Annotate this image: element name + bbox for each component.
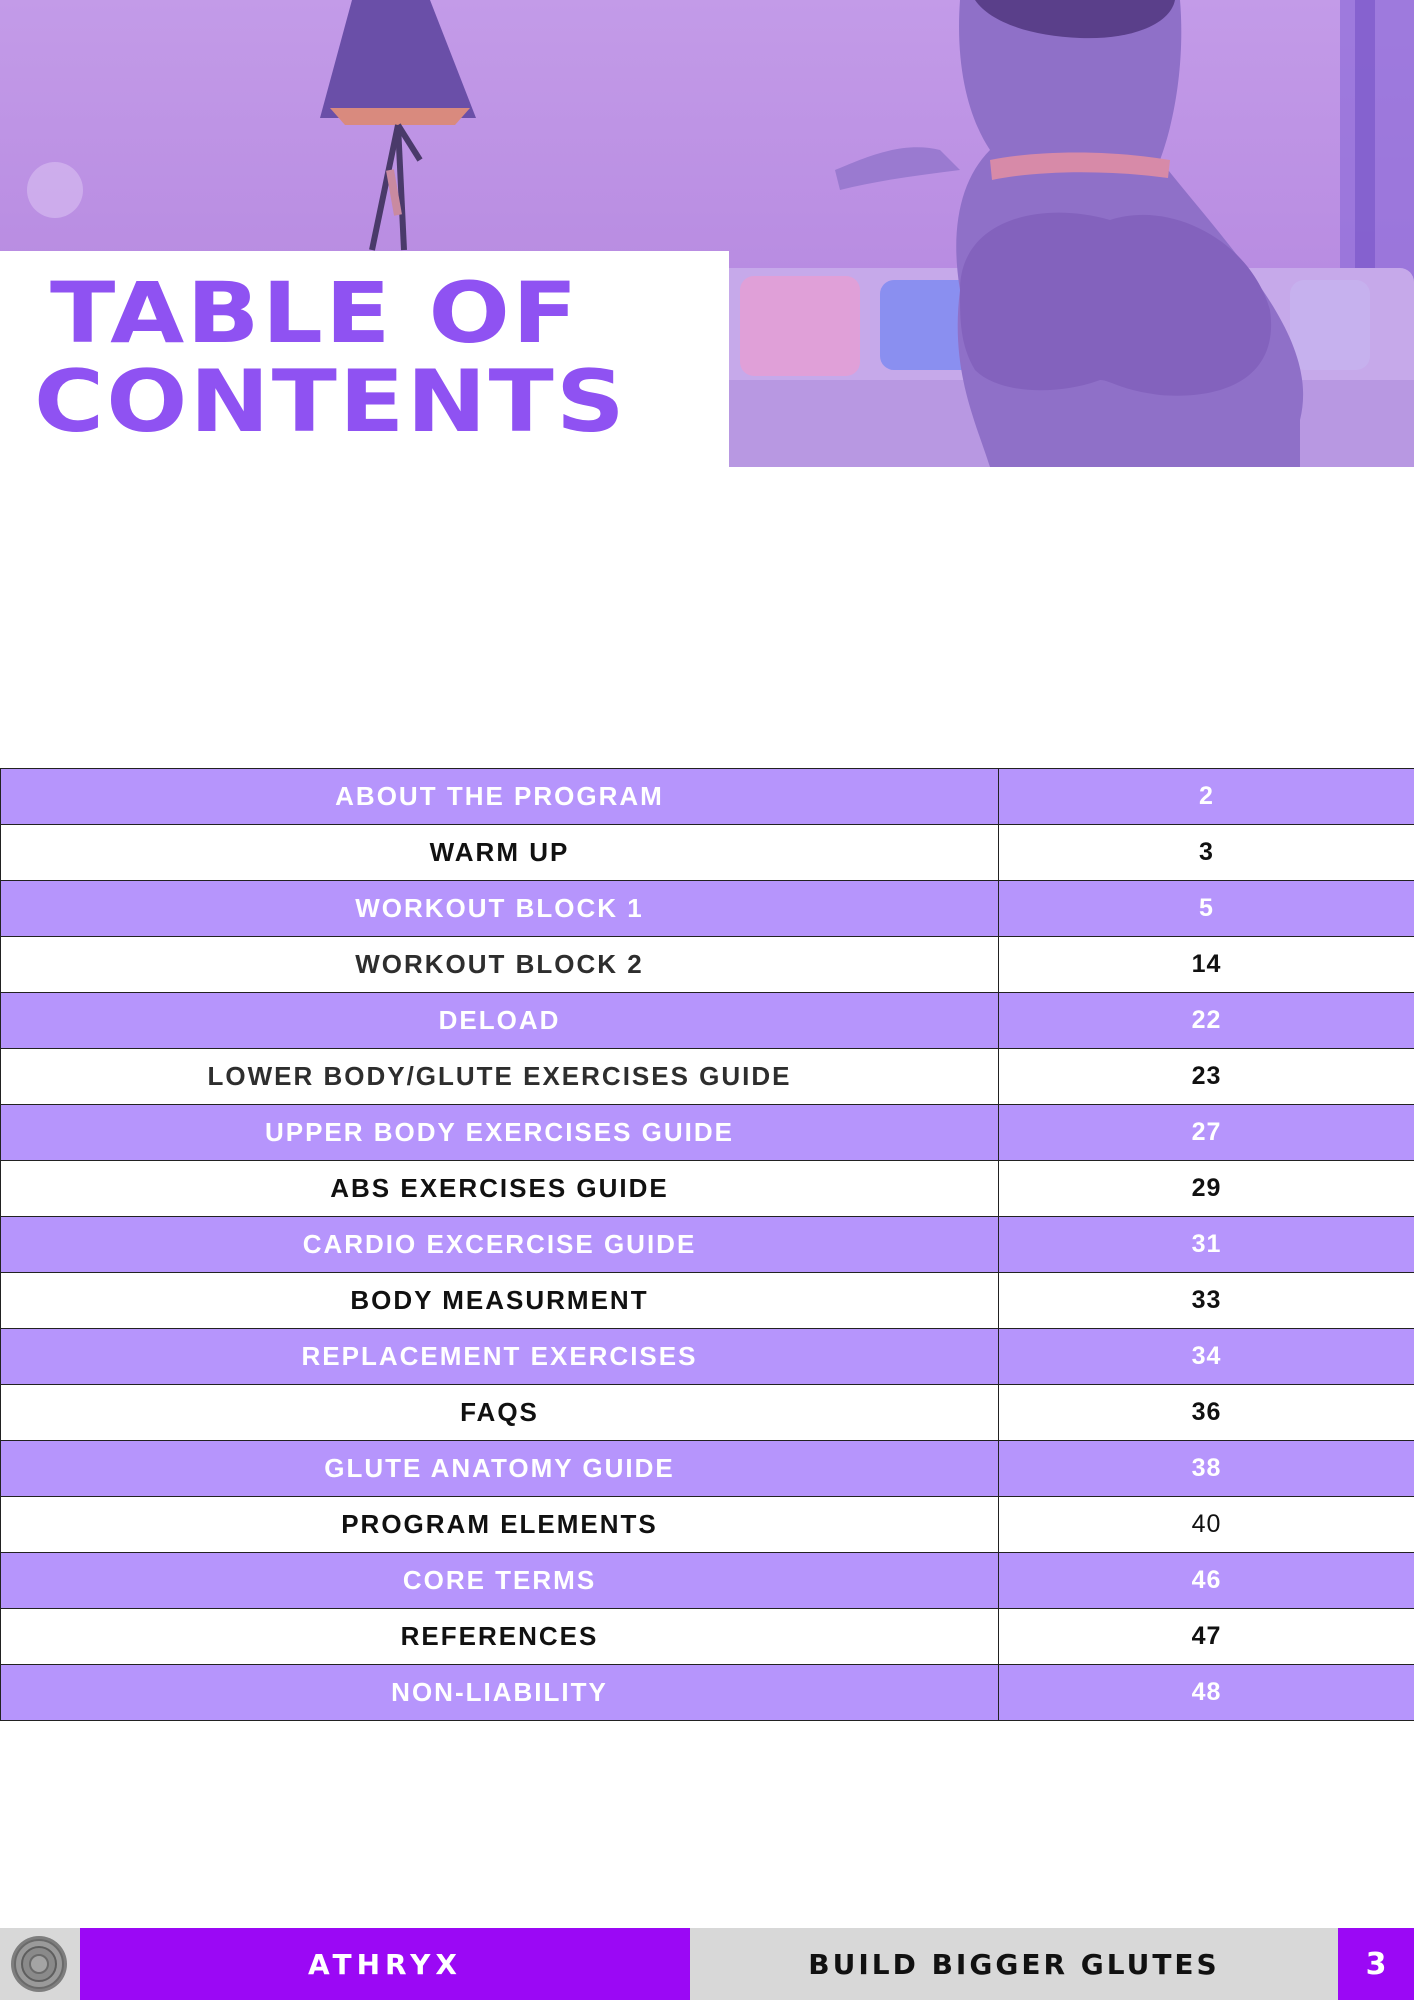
toc-entry-label: CORE TERMS [1, 1553, 999, 1609]
toc-row[interactable] [1, 881, 1414, 937]
toc-row[interactable] [1, 1385, 1414, 1441]
toc-row[interactable] [1, 1049, 1414, 1105]
toc-entry-label: DELOAD [1, 993, 999, 1049]
page-title-line-1: TABLE OF [50, 264, 580, 362]
toc-row[interactable] [1, 1217, 1414, 1273]
toc-row[interactable] [1, 825, 1414, 881]
toc-entry-page: 14 [999, 937, 1414, 993]
title-box [0, 251, 729, 467]
toc-row[interactable] [1, 1161, 1414, 1217]
toc-entry-label: UPPER BODY EXERCISES GUIDE [1, 1105, 999, 1161]
toc-entry-label: WORKOUT BLOCK 2 [1, 937, 999, 993]
toc-entry-label: ABOUT THE PROGRAM [1, 769, 999, 825]
toc-row[interactable] [1, 1553, 1414, 1609]
toc-entry-page: 22 [999, 993, 1414, 1049]
toc-entry-page: 29 [999, 1161, 1414, 1217]
toc-entry-label: FAQS [1, 1385, 999, 1441]
toc-row[interactable] [1, 1273, 1414, 1329]
brand-logo-icon [8, 1935, 70, 1993]
toc-row[interactable] [1, 1105, 1414, 1161]
toc-entry-label: LOWER BODY/GLUTE EXERCISES GUIDE [1, 1049, 999, 1105]
toc-entry-page: 34 [999, 1329, 1414, 1385]
toc-entry-label: NON-LIABILITY [1, 1665, 999, 1721]
page-footer [0, 1928, 1414, 2000]
toc-row[interactable] [1, 993, 1414, 1049]
toc-entry-label: WORKOUT BLOCK 1 [1, 881, 999, 937]
toc-entry-label: REFERENCES [1, 1609, 999, 1665]
toc-entry-label: CARDIO EXCERCISE GUIDE [1, 1217, 999, 1273]
toc-row[interactable] [1, 1609, 1414, 1665]
toc-entry-page: 31 [999, 1217, 1414, 1273]
toc-row[interactable] [1, 1329, 1414, 1385]
toc-entry-page: 2 [999, 769, 1414, 825]
toc-entry-page: 40 [999, 1497, 1414, 1553]
footer-brand-name: ATHRYX [80, 1928, 690, 2000]
toc-row[interactable] [1, 1441, 1414, 1497]
toc-row[interactable] [1, 1497, 1414, 1553]
toc-row[interactable] [1, 1665, 1414, 1721]
toc-row[interactable] [1, 937, 1414, 993]
footer-book-title: BUILD BIGGER GLUTES [690, 1928, 1338, 2000]
toc-entry-page: 47 [999, 1609, 1414, 1665]
toc-entry-label: GLUTE ANATOMY GUIDE [1, 1441, 999, 1497]
page-number: 3 [1338, 1928, 1414, 2000]
toc-entry-page: 23 [999, 1049, 1414, 1105]
toc-entry-label: WARM UP [1, 825, 999, 881]
toc-entry-page: 27 [999, 1105, 1414, 1161]
toc-entry-page: 5 [999, 881, 1414, 937]
toc-entry-label: ABS EXERCISES GUIDE [1, 1161, 999, 1217]
toc-entry-page: 36 [999, 1385, 1414, 1441]
toc-entry-label: REPLACEMENT EXERCISES [1, 1329, 999, 1385]
toc-entry-page: 38 [999, 1441, 1414, 1497]
toc-entry-page: 46 [999, 1553, 1414, 1609]
toc-entry-page: 48 [999, 1665, 1414, 1721]
page-title-line-2: CONTENTS [34, 352, 627, 452]
footer-logo-cell [0, 1928, 80, 2000]
toc-row[interactable] [1, 769, 1414, 825]
toc-entry-label: PROGRAM ELEMENTS [1, 1497, 999, 1553]
toc-entry-label: BODY MEASURMENT [1, 1273, 999, 1329]
table-of-contents [0, 768, 1414, 1721]
toc-entry-page: 33 [999, 1273, 1414, 1329]
toc-entry-page: 3 [999, 825, 1414, 881]
